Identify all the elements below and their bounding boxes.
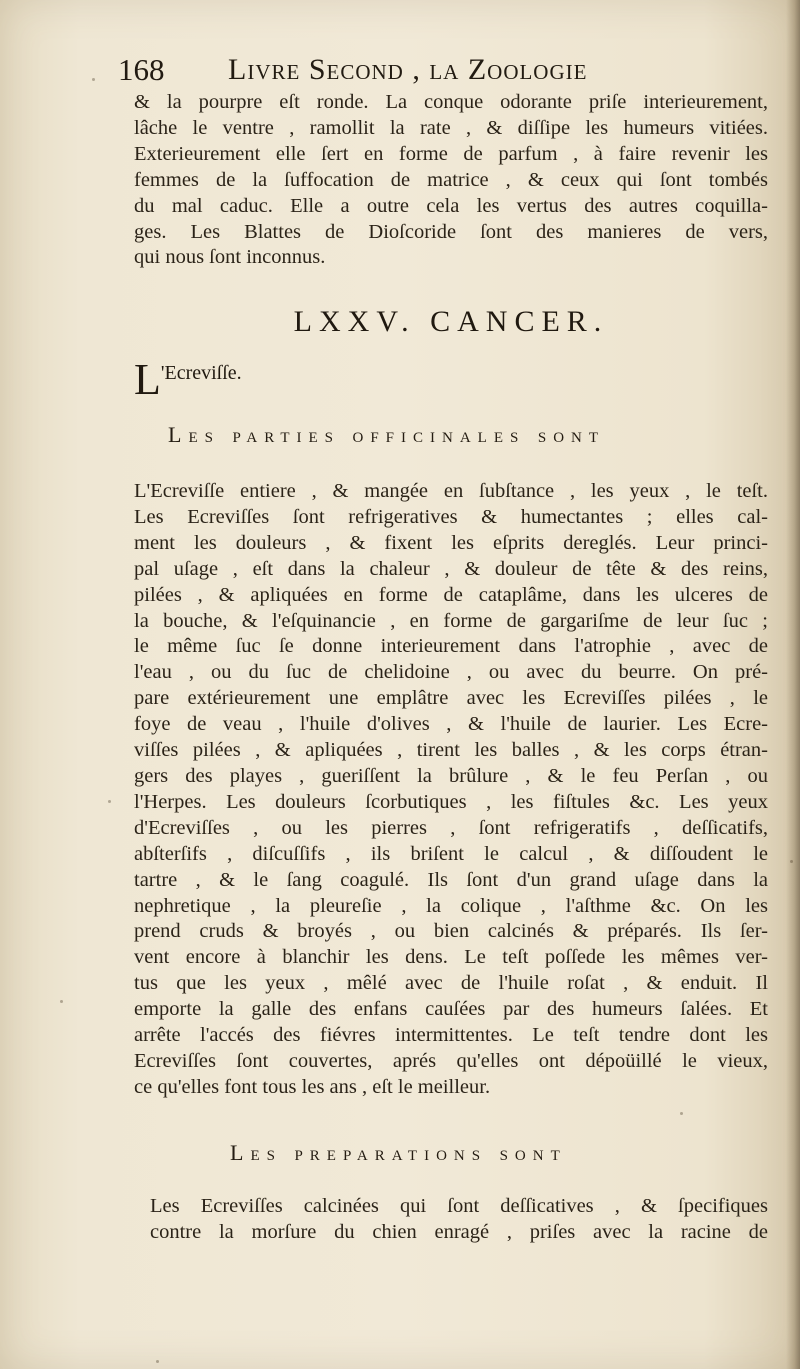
text-line: tartre , & le ſang coagulé. Ils ſont d'un grand uſage dans la: [134, 868, 768, 891]
text-line: arrête l'accés des fiévres intermittentes. Le teſt tendre dont les: [134, 1024, 768, 1047]
text-line: contre la morſure du chien enragé , priſes avec la racine de: [150, 1220, 768, 1243]
section-heading-preparations: Les preparations sont: [230, 1140, 567, 1165]
page-number: 168: [118, 52, 165, 87]
chapter-opening: [134, 355, 242, 404]
text-line: L'Ecreviſſe entiere , & mangée en ſubſtance , les yeux , le teſt.: [134, 480, 768, 502]
text-line: la bouche, & l'eſquinancie , en forme de gargariſme de leur ſuc ;: [134, 609, 768, 632]
chapter-title: LXXV. CANCER.: [293, 305, 609, 338]
text-line: emporte la galle des enfans cauſées par des humeurs ſalées. Et: [134, 998, 768, 1021]
text-line: qui nous ſont inconnus.: [134, 246, 326, 269]
text-line: l'eau , ou du ſuc de chelidoine , ou avec du beurre. On pré-: [134, 661, 768, 684]
text-line: lâche le ventre , ramollit la rate , & diſſipe les humeurs vitiées.: [134, 116, 768, 139]
text-line: l'Herpes. Les douleurs ſcorbutiques , les fiſtules &c. Les yeux: [134, 790, 768, 813]
text-line: prend cruds & broyés , ou bien calcinés & préparés. Ils ſer-: [134, 920, 768, 943]
text-line: d'Ecreviſſes , ou les pierres , ſont refrigeratifs , deſſicatifs,: [134, 816, 768, 839]
text-line: Exterieurement elle ſert en forme de parfum , à faire revenir les: [134, 142, 768, 165]
running-head: Livre Second , la Zoologie: [228, 53, 588, 86]
text-line: nephretique , la pleureſie , la colique , l'aſthme &c. On les: [134, 894, 768, 917]
text-line: vent encore à blanchir les dens. Le teſt poſſede les mêmes ver-: [134, 946, 768, 969]
officinal-paragraph: [134, 479, 768, 1101]
text-line: tus que les yeux , mêlé avec de l'huile roſat , & enduit. Il: [134, 972, 768, 995]
text-line: du mal caduc. Elle a outre cela les vertus des autres coquilla-: [134, 194, 768, 217]
text-line: le même ſuc ſe donne interieurement dans l'atrophie , avec de: [134, 635, 768, 658]
preparations-paragraph: [150, 1194, 768, 1246]
text-line: pal uſage , eſt dans la chaleur , & douleur de tête & des reins,: [134, 557, 768, 580]
chapter-subject: 'Ecreviſſe.: [160, 362, 242, 384]
section-heading-officinal: Les parties officinales sont: [168, 422, 606, 447]
text-line: abſterſifs , diſcuſſifs , ils briſent le calcul , & diſſoudent le: [134, 842, 768, 865]
text-line: ment les douleurs , & fixent les eſprits dereglés. Leur princi-: [134, 531, 768, 554]
text-line: viſſes pilées , & apliquées , tirent les balles , & les corps étran-: [134, 739, 768, 762]
text-line: Les Ecreviſſes ſont refrigeratives & humectantes ; elles cal-: [134, 505, 768, 528]
text-line: femmes de la ſuffocation de matrice , & ceux qui ſont tombés: [134, 168, 768, 191]
text-line: ce qu'elles font tous les ans , eſt le meilleur.: [134, 1075, 491, 1098]
text-line: Ecreviſſes ſont couvertes, aprés qu'elles ont dépoüillé le vieux,: [134, 1049, 768, 1072]
text-line: Les Ecreviſſes calcinées qui ſont deſſicatives , & ſpecifiques: [150, 1195, 768, 1217]
drop-cap: L: [134, 355, 161, 404]
text-line: gers des playes , gueriſſent la brûlure , & le feu Perſan , ou: [134, 764, 768, 787]
text-line: pare extérieurement une emplâtre avec les Ecreviſſes pilées , le: [134, 687, 768, 710]
text-line: & la pourpre eſt ronde. La conque odorante priſe interieurement,: [134, 91, 768, 113]
intro-paragraph: [134, 90, 768, 271]
page-edge-shadow: [786, 0, 800, 1369]
text-line: foye de veau , l'huile d'olives , & l'huile de laurier. Les Ecre-: [134, 713, 768, 736]
page-header: [118, 50, 688, 90]
text-line: pilées , & apliquées en forme de cataplâme, dans les ulceres de: [134, 583, 768, 606]
text-line: ges. Les Blattes de Dioſcoride ſont des manieres de vers,: [134, 220, 768, 243]
